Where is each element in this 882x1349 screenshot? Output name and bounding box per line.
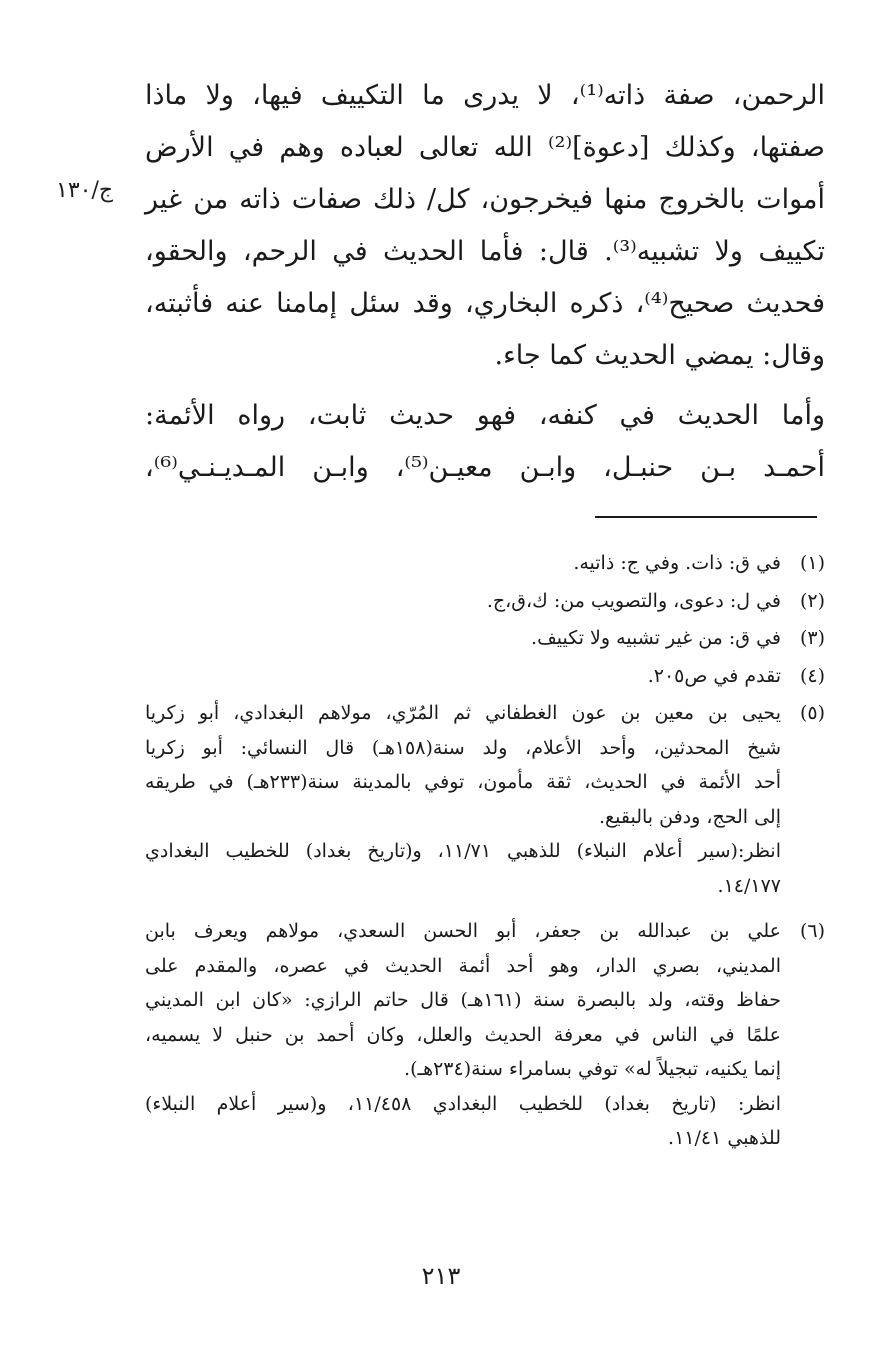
- footnote-text: [145, 546, 781, 581]
- paragraph-1: [145, 70, 825, 382]
- text-line: الرحمن، صفة ذاته⁽¹⁾، لا يدرى ما التكييف فيها، ولا ماذا: [145, 80, 825, 111]
- text-line: وأما الحديث في كنفه، فهو حديث ثابت، رواه الأئمة:: [145, 400, 825, 431]
- text-line: تكييف ولا تشبيه⁽³⁾. قال: فأما الحديث في الرحم، والحقو،: [145, 236, 825, 267]
- footnote-line: إلى الحج، ودفن بالبقيع.: [598, 805, 781, 828]
- footnote-text: [145, 659, 781, 694]
- footnote-line: علي بن عبدالله بن جعفر، أبو الحسن السعدي، مولاهم ويعرف بابن: [145, 920, 781, 942]
- text-line: صفتها، وكذلك [دعوة]⁽²⁾ الله تعالى لعباده وهم في الأرض: [145, 132, 825, 163]
- margin-manuscript-reference: ج/١٣٠: [56, 178, 114, 203]
- footnote-3: [145, 621, 825, 656]
- footnote-line: ١٤/١٧٧.: [717, 874, 781, 897]
- footnote-5: [145, 696, 825, 903]
- page-number: ٢١٣: [421, 1262, 461, 1290]
- footnote-text: [145, 584, 781, 619]
- footnote-line: للذهبي ١١/٤١.: [668, 1127, 781, 1149]
- footnote-number: (٥): [799, 702, 825, 724]
- footnote-line: في ق: ذات. وفي ج: ذاتيه.: [573, 552, 781, 574]
- footnote-line: شيخ المحدثين، وأحد الأعلام، ولد سنة(١٥٨هـ) قال النسائي: أبو زكريا: [145, 736, 782, 759]
- footnote-number: (٢): [799, 589, 825, 612]
- footnote-2: [145, 584, 825, 619]
- text-line: أموات بالخروج منها فيخرجون، كل/ ذلك صفات ذاته من غير: [145, 184, 825, 215]
- footnote-line: المديني، بصري الدار، وهو أحد أئمة الحديث في عصره، والمقدم على: [145, 954, 781, 977]
- footnote-text: [145, 621, 781, 656]
- footnote-number: (٣): [799, 627, 825, 649]
- text-line: فحديث صحيح⁽⁴⁾، ذكره البخاري، وقد سئل إمامنا عنه فأثبته،: [145, 288, 825, 319]
- main-text: [145, 70, 825, 494]
- footnote-separator: [595, 516, 817, 518]
- footnote-line: حفاظ وقته، ولد بالبصرة سنة (١٦١هـ) قال حاتم الرازي: «كان ابن المديني: [145, 989, 782, 1011]
- footnote-4: [145, 659, 825, 694]
- footnote-line: علمًا في الناس في معرفة الحديث والعلل، وكان أحمد بن حنبل لا يسميه،: [145, 1023, 781, 1046]
- footnotes: [145, 546, 825, 1159]
- footnote-line: انظر: (تاريخ بغداد) للخطيب البغدادي ١١/٤٥٨، و(سير أعلام النبلاء): [145, 1092, 781, 1115]
- footnote-line: أحد الأئمة في الحديث، ثقة مأمون، توفي بالمدينة سنة(٢٣٣هـ) في طريقه: [145, 771, 781, 793]
- footnote-line: انظر:(سير أعلام النبلاء) للذهبي ١١/٧١، و(تاريخ بغداد) للخطيب البغدادي: [145, 840, 782, 862]
- footnote-number: (٤): [799, 664, 825, 687]
- text-line: أحمـد بـن حنبـل، وابـن معيـن⁽⁵⁾، وابـن المـديـنـي⁽⁶⁾،: [145, 452, 825, 483]
- footnote-line: في ل: دعوى، والتصويب من: ك،ق،ج.: [486, 589, 781, 612]
- footnote-line: تقدم في ص٢٠٥.: [647, 664, 781, 687]
- paragraph-2: [145, 390, 825, 494]
- footnote-text: [145, 696, 781, 903]
- footnote-gap: [145, 906, 825, 914]
- footnote-number: (١): [799, 552, 825, 574]
- footnote-line: في ق: من غير تشبيه ولا تكييف.: [531, 627, 781, 649]
- footnote-line: يحيى بن معين بن عون الغطفاني ثم المُرّي، مولاهم البغدادي، أبو زكريا: [145, 702, 781, 724]
- footnote-6: [145, 914, 825, 1156]
- footnote-line: إنما يكنيه، تبجيلاً له» توفي بسامراء سنة(٢٣٤هـ).: [404, 1058, 781, 1080]
- text-line: وقال: يمضي الحديث كما جاء.: [494, 340, 825, 371]
- footnote-1: [145, 546, 825, 581]
- footnote-text: [145, 914, 781, 1156]
- footnote-number: (٦): [799, 920, 825, 942]
